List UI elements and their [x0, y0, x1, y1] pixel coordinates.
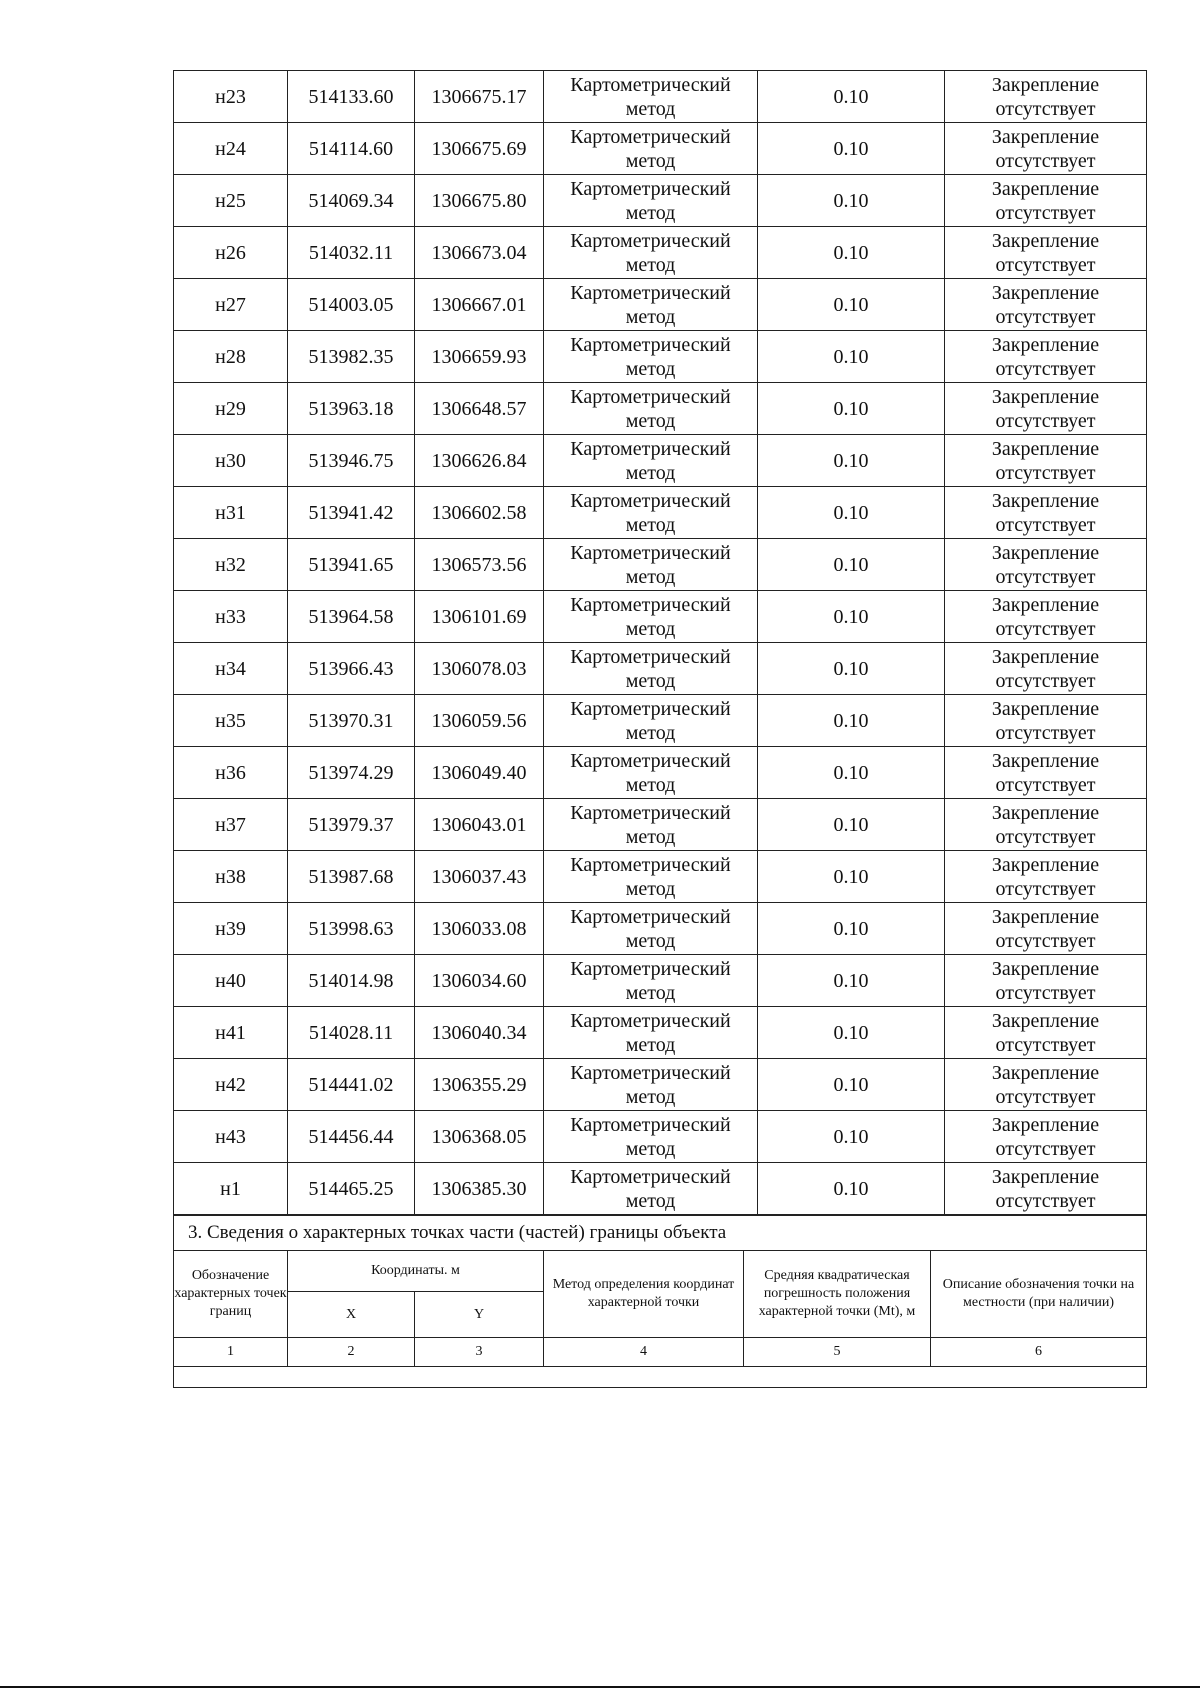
y-coordinate-cell: 1306355.29 [415, 1059, 544, 1111]
description-line-1: Закрепление [991, 489, 1100, 512]
description-cell [945, 799, 1147, 851]
method-line-1: Картометрический [570, 749, 731, 772]
y-coordinate-cell: 1306043.01 [415, 799, 544, 851]
accuracy-cell: 0.10 [758, 539, 945, 591]
col-number: 1 [174, 1338, 288, 1367]
method-line-1: Картометрический [570, 385, 731, 408]
x-coordinate-cell: 514465.25 [288, 1163, 415, 1215]
point-id-cell: н41 [174, 1007, 288, 1059]
y-coordinate-cell: 1306385.30 [415, 1163, 544, 1215]
description-line-1: Закрепление [991, 177, 1100, 200]
description-cell [945, 1007, 1147, 1059]
description-line-2: отсутствует [995, 565, 1096, 588]
accuracy-cell: 0.10 [758, 955, 945, 1007]
method-line-2: метод [625, 513, 676, 536]
method-line-1: Картометрический [570, 437, 731, 460]
description-cell [945, 123, 1147, 175]
method-line-2: метод [625, 253, 676, 276]
table-row [174, 539, 1147, 591]
y-coordinate-cell: 1306037.43 [415, 851, 544, 903]
description-line-1: Закрепление [991, 749, 1100, 772]
x-coordinate-cell: 514114.60 [288, 123, 415, 175]
table-row [174, 279, 1147, 331]
col-number: 6 [931, 1338, 1147, 1367]
col-number: 5 [744, 1338, 931, 1367]
accuracy-cell: 0.10 [758, 331, 945, 383]
method-line-1: Картометрический [570, 73, 731, 96]
method-cell [544, 279, 758, 331]
description-cell [945, 383, 1147, 435]
description-cell [945, 279, 1147, 331]
y-coordinate-cell: 1306675.80 [415, 175, 544, 227]
description-line-2: отсутствует [995, 149, 1096, 172]
x-coordinate-cell: 513974.29 [288, 747, 415, 799]
method-cell [544, 71, 758, 123]
accuracy-cell: 0.10 [758, 1059, 945, 1111]
y-coordinate-cell: 1306078.03 [415, 643, 544, 695]
y-coordinate-cell: 1306675.69 [415, 123, 544, 175]
header-accuracy: Средняя квадратическая погрешность положения характерной точки (Mt), м [744, 1251, 931, 1338]
method-line-2: метод [625, 357, 676, 380]
table-body [174, 71, 1147, 1215]
point-id-cell: н38 [174, 851, 288, 903]
method-line-2: метод [625, 669, 676, 692]
y-coordinate-cell: 1306626.84 [415, 435, 544, 487]
description-line-1: Закрепление [991, 905, 1100, 928]
table-row [174, 903, 1147, 955]
method-line-2: метод [625, 825, 676, 848]
method-line-1: Картометрический [570, 593, 731, 616]
method-line-1: Картометрический [570, 801, 731, 824]
description-line-2: отсутствует [995, 1085, 1096, 1108]
description-cell [945, 487, 1147, 539]
method-line-2: метод [625, 773, 676, 796]
y-coordinate-cell: 1306659.93 [415, 331, 544, 383]
method-line-1: Картометрический [570, 1061, 731, 1084]
method-line-2: метод [625, 1189, 676, 1212]
method-line-2: метод [625, 149, 676, 172]
description-line-1: Закрепление [991, 853, 1100, 876]
point-id-cell: н28 [174, 331, 288, 383]
method-line-1: Картометрический [570, 645, 731, 668]
table-row [174, 123, 1147, 175]
method-line-1: Картометрический [570, 1113, 731, 1136]
description-line-1: Закрепление [991, 1061, 1100, 1084]
y-coordinate-cell: 1306040.34 [415, 1007, 544, 1059]
accuracy-cell: 0.10 [758, 435, 945, 487]
point-id-cell: н35 [174, 695, 288, 747]
method-line-2: метод [625, 97, 676, 120]
description-line-1: Закрепление [991, 229, 1100, 252]
point-id-cell: н36 [174, 747, 288, 799]
point-id-cell: н27 [174, 279, 288, 331]
table-row [174, 747, 1147, 799]
table-row [174, 643, 1147, 695]
description-line-2: отсутствует [995, 97, 1096, 120]
x-coordinate-cell: 514003.05 [288, 279, 415, 331]
table-row [174, 695, 1147, 747]
accuracy-cell: 0.10 [758, 175, 945, 227]
method-line-1: Картометрический [570, 177, 731, 200]
point-id-cell: н42 [174, 1059, 288, 1111]
description-cell [945, 1111, 1147, 1163]
accuracy-cell: 0.10 [758, 279, 945, 331]
header-description: Описание обозначения точки на местности (при наличии) [931, 1251, 1147, 1338]
accuracy-cell: 0.10 [758, 383, 945, 435]
point-id-cell: н24 [174, 123, 288, 175]
description-cell [945, 643, 1147, 695]
description-cell [945, 71, 1147, 123]
method-line-2: метод [625, 1137, 676, 1160]
x-coordinate-cell: 513963.18 [288, 383, 415, 435]
table-row [174, 383, 1147, 435]
description-line-1: Закрепление [991, 645, 1100, 668]
method-cell [544, 591, 758, 643]
description-line-1: Закрепление [991, 957, 1100, 980]
description-line-1: Закрепление [991, 593, 1100, 616]
accuracy-cell: 0.10 [758, 227, 945, 279]
x-coordinate-cell: 514014.98 [288, 955, 415, 1007]
description-line-1: Закрепление [991, 801, 1100, 824]
point-id-cell: н33 [174, 591, 288, 643]
x-coordinate-cell: 513982.35 [288, 331, 415, 383]
method-line-2: метод [625, 305, 676, 328]
description-cell [945, 227, 1147, 279]
header-method: Метод определения координат характерной точки [544, 1251, 744, 1338]
method-line-1: Картометрический [570, 853, 731, 876]
boundary-points-table [173, 70, 1147, 1215]
method-cell [544, 1111, 758, 1163]
y-coordinate-cell: 1306368.05 [415, 1111, 544, 1163]
description-line-2: отсутствует [995, 617, 1096, 640]
method-cell [544, 227, 758, 279]
point-id-cell: н37 [174, 799, 288, 851]
col-number: 2 [288, 1338, 415, 1367]
y-coordinate-cell: 1306673.04 [415, 227, 544, 279]
point-id-cell: н29 [174, 383, 288, 435]
method-line-1: Картометрический [570, 489, 731, 512]
table-row [174, 1007, 1147, 1059]
table-row [174, 851, 1147, 903]
table-row [174, 799, 1147, 851]
y-coordinate-cell: 1306034.60 [415, 955, 544, 1007]
table-row [174, 435, 1147, 487]
method-line-2: метод [625, 929, 676, 952]
accuracy-cell: 0.10 [758, 747, 945, 799]
method-cell [544, 1163, 758, 1215]
y-coordinate-cell: 1306675.17 [415, 71, 544, 123]
description-line-2: отсутствует [995, 877, 1096, 900]
method-line-1: Картометрический [570, 281, 731, 304]
document-page [173, 70, 1146, 1388]
section-3-title: 3. Сведения о характерных точках части (частей) границы объекта [174, 1216, 1147, 1251]
method-cell [544, 435, 758, 487]
x-coordinate-cell: 513964.58 [288, 591, 415, 643]
section-3-table [173, 1215, 1147, 1388]
description-line-1: Закрепление [991, 1113, 1100, 1136]
method-cell [544, 799, 758, 851]
accuracy-cell: 0.10 [758, 1163, 945, 1215]
description-line-1: Закрепление [991, 1009, 1100, 1032]
y-coordinate-cell: 1306059.56 [415, 695, 544, 747]
point-id-cell: н23 [174, 71, 288, 123]
method-cell [544, 1007, 758, 1059]
x-coordinate-cell: 514032.11 [288, 227, 415, 279]
method-line-1: Картометрический [570, 957, 731, 980]
table-row [174, 71, 1147, 123]
y-coordinate-cell: 1306049.40 [415, 747, 544, 799]
description-line-2: отсутствует [995, 461, 1096, 484]
method-line-1: Картометрический [570, 541, 731, 564]
header-point-designation: Обозначение характерных точек границ [174, 1251, 288, 1338]
method-cell [544, 955, 758, 1007]
method-line-1: Картометрический [570, 229, 731, 252]
accuracy-cell: 0.10 [758, 1111, 945, 1163]
x-coordinate-cell: 513941.42 [288, 487, 415, 539]
description-line-2: отсутствует [995, 669, 1096, 692]
description-line-1: Закрепление [991, 1165, 1100, 1188]
x-coordinate-cell: 513987.68 [288, 851, 415, 903]
description-cell [945, 331, 1147, 383]
method-line-2: метод [625, 617, 676, 640]
description-cell [945, 175, 1147, 227]
y-coordinate-cell: 1306101.69 [415, 591, 544, 643]
accuracy-cell: 0.10 [758, 851, 945, 903]
point-id-cell: н32 [174, 539, 288, 591]
method-line-2: метод [625, 1085, 676, 1108]
description-line-2: отсутствует [995, 409, 1096, 432]
x-coordinate-cell: 513941.65 [288, 539, 415, 591]
table-row [174, 1059, 1147, 1111]
method-cell [544, 1059, 758, 1111]
x-coordinate-cell: 513966.43 [288, 643, 415, 695]
table-row [174, 1111, 1147, 1163]
description-line-2: отсутствует [995, 253, 1096, 276]
method-line-2: метод [625, 409, 676, 432]
y-coordinate-cell: 1306602.58 [415, 487, 544, 539]
method-line-1: Картометрический [570, 905, 731, 928]
description-line-2: отсутствует [995, 1033, 1096, 1056]
description-cell [945, 1059, 1147, 1111]
method-line-1: Картометрический [570, 697, 731, 720]
description-line-2: отсутствует [995, 513, 1096, 536]
description-cell [945, 903, 1147, 955]
header-coordinates: Координаты. м [288, 1251, 544, 1292]
table-row [174, 175, 1147, 227]
point-id-cell: н26 [174, 227, 288, 279]
accuracy-cell: 0.10 [758, 1007, 945, 1059]
accuracy-cell: 0.10 [758, 71, 945, 123]
method-line-1: Картометрический [570, 1165, 731, 1188]
y-coordinate-cell: 1306033.08 [415, 903, 544, 955]
y-coordinate-cell: 1306648.57 [415, 383, 544, 435]
description-cell [945, 539, 1147, 591]
description-line-2: отсутствует [995, 201, 1096, 224]
description-line-1: Закрепление [991, 437, 1100, 460]
description-cell [945, 591, 1147, 643]
method-line-2: метод [625, 981, 676, 1004]
point-id-cell: н25 [174, 175, 288, 227]
x-coordinate-cell: 513979.37 [288, 799, 415, 851]
description-line-1: Закрепление [991, 333, 1100, 356]
table-row [174, 487, 1147, 539]
description-line-2: отсутствует [995, 1189, 1096, 1212]
point-id-cell: н34 [174, 643, 288, 695]
x-coordinate-cell: 514069.34 [288, 175, 415, 227]
page-bottom-rule [0, 1686, 1200, 1688]
table-row [174, 591, 1147, 643]
x-coordinate-cell: 514133.60 [288, 71, 415, 123]
method-cell [544, 747, 758, 799]
table-row [174, 227, 1147, 279]
method-cell [544, 695, 758, 747]
y-coordinate-cell: 1306573.56 [415, 539, 544, 591]
description-cell [945, 747, 1147, 799]
description-line-1: Закрепление [991, 541, 1100, 564]
point-id-cell: н43 [174, 1111, 288, 1163]
accuracy-cell: 0.10 [758, 123, 945, 175]
x-coordinate-cell: 514028.11 [288, 1007, 415, 1059]
header-x: X [288, 1292, 415, 1338]
accuracy-cell: 0.10 [758, 591, 945, 643]
y-coordinate-cell: 1306667.01 [415, 279, 544, 331]
x-coordinate-cell: 513970.31 [288, 695, 415, 747]
point-id-cell: н40 [174, 955, 288, 1007]
method-cell [544, 331, 758, 383]
description-line-2: отсутствует [995, 929, 1096, 952]
description-cell [945, 955, 1147, 1007]
method-cell [544, 643, 758, 695]
point-id-cell: н39 [174, 903, 288, 955]
header-y: Y [415, 1292, 544, 1338]
method-cell [544, 539, 758, 591]
description-line-2: отсутствует [995, 1137, 1096, 1160]
method-line-2: метод [625, 461, 676, 484]
description-cell [945, 435, 1147, 487]
description-line-1: Закрепление [991, 125, 1100, 148]
table-row [174, 331, 1147, 383]
description-line-2: отсутствует [995, 981, 1096, 1004]
description-line-2: отсутствует [995, 825, 1096, 848]
description-line-2: отсутствует [995, 357, 1096, 380]
x-coordinate-cell: 513946.75 [288, 435, 415, 487]
point-id-cell: н31 [174, 487, 288, 539]
point-id-cell: н30 [174, 435, 288, 487]
method-line-2: метод [625, 201, 676, 224]
accuracy-cell: 0.10 [758, 643, 945, 695]
method-cell [544, 487, 758, 539]
description-line-1: Закрепление [991, 281, 1100, 304]
description-cell [945, 695, 1147, 747]
method-line-2: метод [625, 721, 676, 744]
x-coordinate-cell: 513998.63 [288, 903, 415, 955]
method-cell [544, 175, 758, 227]
accuracy-cell: 0.10 [758, 487, 945, 539]
method-line-2: метод [625, 565, 676, 588]
method-line-2: метод [625, 877, 676, 900]
table-row [174, 1163, 1147, 1215]
description-line-1: Закрепление [991, 385, 1100, 408]
description-line-2: отсутствует [995, 773, 1096, 796]
point-id-cell: н1 [174, 1163, 288, 1215]
method-cell [544, 383, 758, 435]
description-line-1: Закрепление [991, 697, 1100, 720]
accuracy-cell: 0.10 [758, 903, 945, 955]
x-coordinate-cell: 514441.02 [288, 1059, 415, 1111]
method-line-2: метод [625, 1033, 676, 1056]
table-row [174, 955, 1147, 1007]
method-cell [544, 903, 758, 955]
method-line-1: Картометрический [570, 125, 731, 148]
method-line-1: Картометрический [570, 333, 731, 356]
method-cell [544, 123, 758, 175]
col-number: 3 [415, 1338, 544, 1367]
method-cell [544, 851, 758, 903]
description-line-2: отсутствует [995, 721, 1096, 744]
empty-row [174, 1367, 1147, 1388]
accuracy-cell: 0.10 [758, 799, 945, 851]
x-coordinate-cell: 514456.44 [288, 1111, 415, 1163]
description-line-1: Закрепление [991, 73, 1100, 96]
method-line-1: Картометрический [570, 1009, 731, 1032]
description-line-2: отсутствует [995, 305, 1096, 328]
accuracy-cell: 0.10 [758, 695, 945, 747]
col-number: 4 [544, 1338, 744, 1367]
description-cell [945, 1163, 1147, 1215]
description-cell [945, 851, 1147, 903]
